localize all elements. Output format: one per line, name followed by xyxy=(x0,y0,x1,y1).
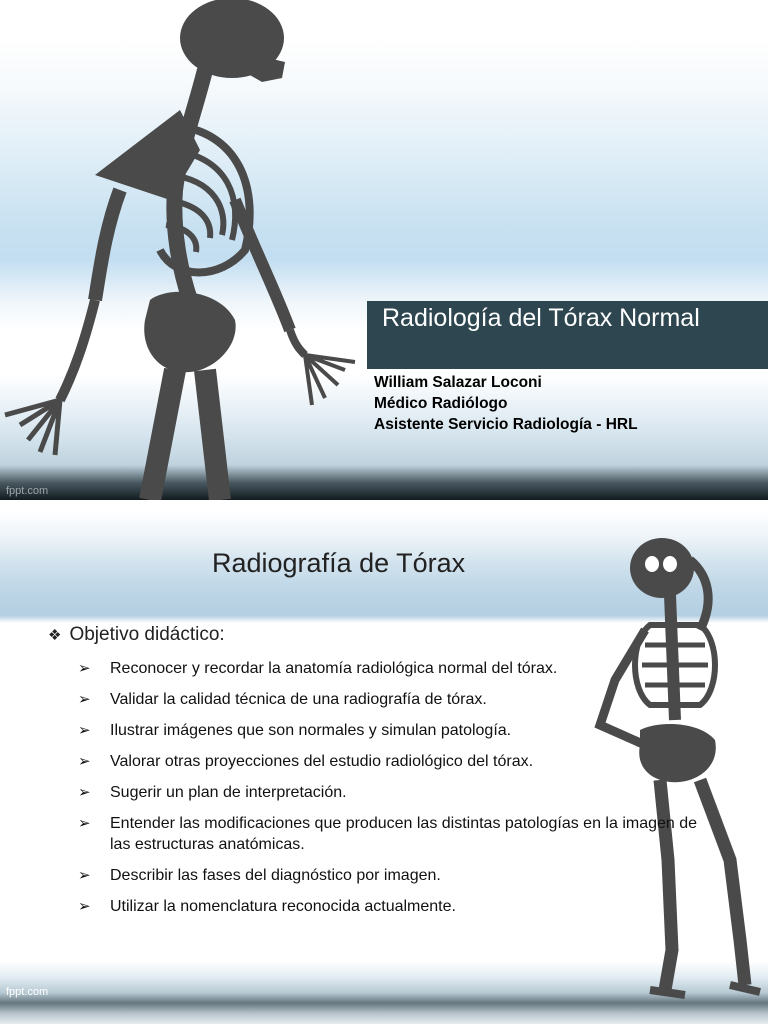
list-item: ➢ Entender las modificaciones que producen las distintas patologías en la imagen de las estructuras anatómicas. xyxy=(78,815,698,853)
author-block xyxy=(374,372,638,435)
arrow-bullet-icon: ➢ xyxy=(78,722,91,739)
objectives-list xyxy=(78,658,708,927)
arrow-bullet-icon: ➢ xyxy=(78,867,91,884)
author-affiliation: Asistente Servicio Radiología - HRL xyxy=(374,416,638,433)
list-item: ➢ Ilustrar imágenes que son normales y simulan patología. xyxy=(78,722,512,739)
footer-brand: fppt.com xyxy=(6,485,49,497)
diamond-bullet-icon: ❖ xyxy=(48,627,62,644)
slide-title: Radiología del Tórax Normal xyxy=(382,304,700,332)
arrow-bullet-icon: ➢ xyxy=(78,660,91,677)
author-role: Médico Radiólogo xyxy=(374,395,508,412)
list-item: ➢ Reconocer y recordar la anatomía radiológica normal del tórax. xyxy=(78,660,558,677)
arrow-bullet-icon: ➢ xyxy=(78,753,91,770)
author-name: William Salazar Loconi xyxy=(374,374,542,391)
arrow-bullet-icon: ➢ xyxy=(78,784,91,801)
slide-title: Radiografía de Tórax xyxy=(212,548,466,578)
arrow-bullet-icon: ➢ xyxy=(78,898,91,915)
objective-heading xyxy=(48,624,225,646)
objective-label: Objetivo didáctico: xyxy=(69,624,225,645)
arrow-bullet-icon: ➢ xyxy=(78,691,91,708)
list-item: ➢ Valorar otras proyecciones del estudio radiológico del tórax. xyxy=(78,753,534,770)
footer-brand: fppt.com xyxy=(6,986,49,998)
list-item: ➢ Sugerir un plan de interpretación. xyxy=(78,784,347,801)
objectives-slide xyxy=(0,500,768,1024)
list-item: ➢ Describir las fases del diagnóstico por imagen. xyxy=(78,867,441,884)
arrow-bullet-icon: ➢ xyxy=(78,815,91,832)
title-slide xyxy=(0,0,768,500)
list-item: ➢ Utilizar la nomenclatura reconocida actualmente. xyxy=(78,898,456,915)
list-item: ➢ Validar la calidad técnica de una radiografía de tórax. xyxy=(78,691,487,708)
